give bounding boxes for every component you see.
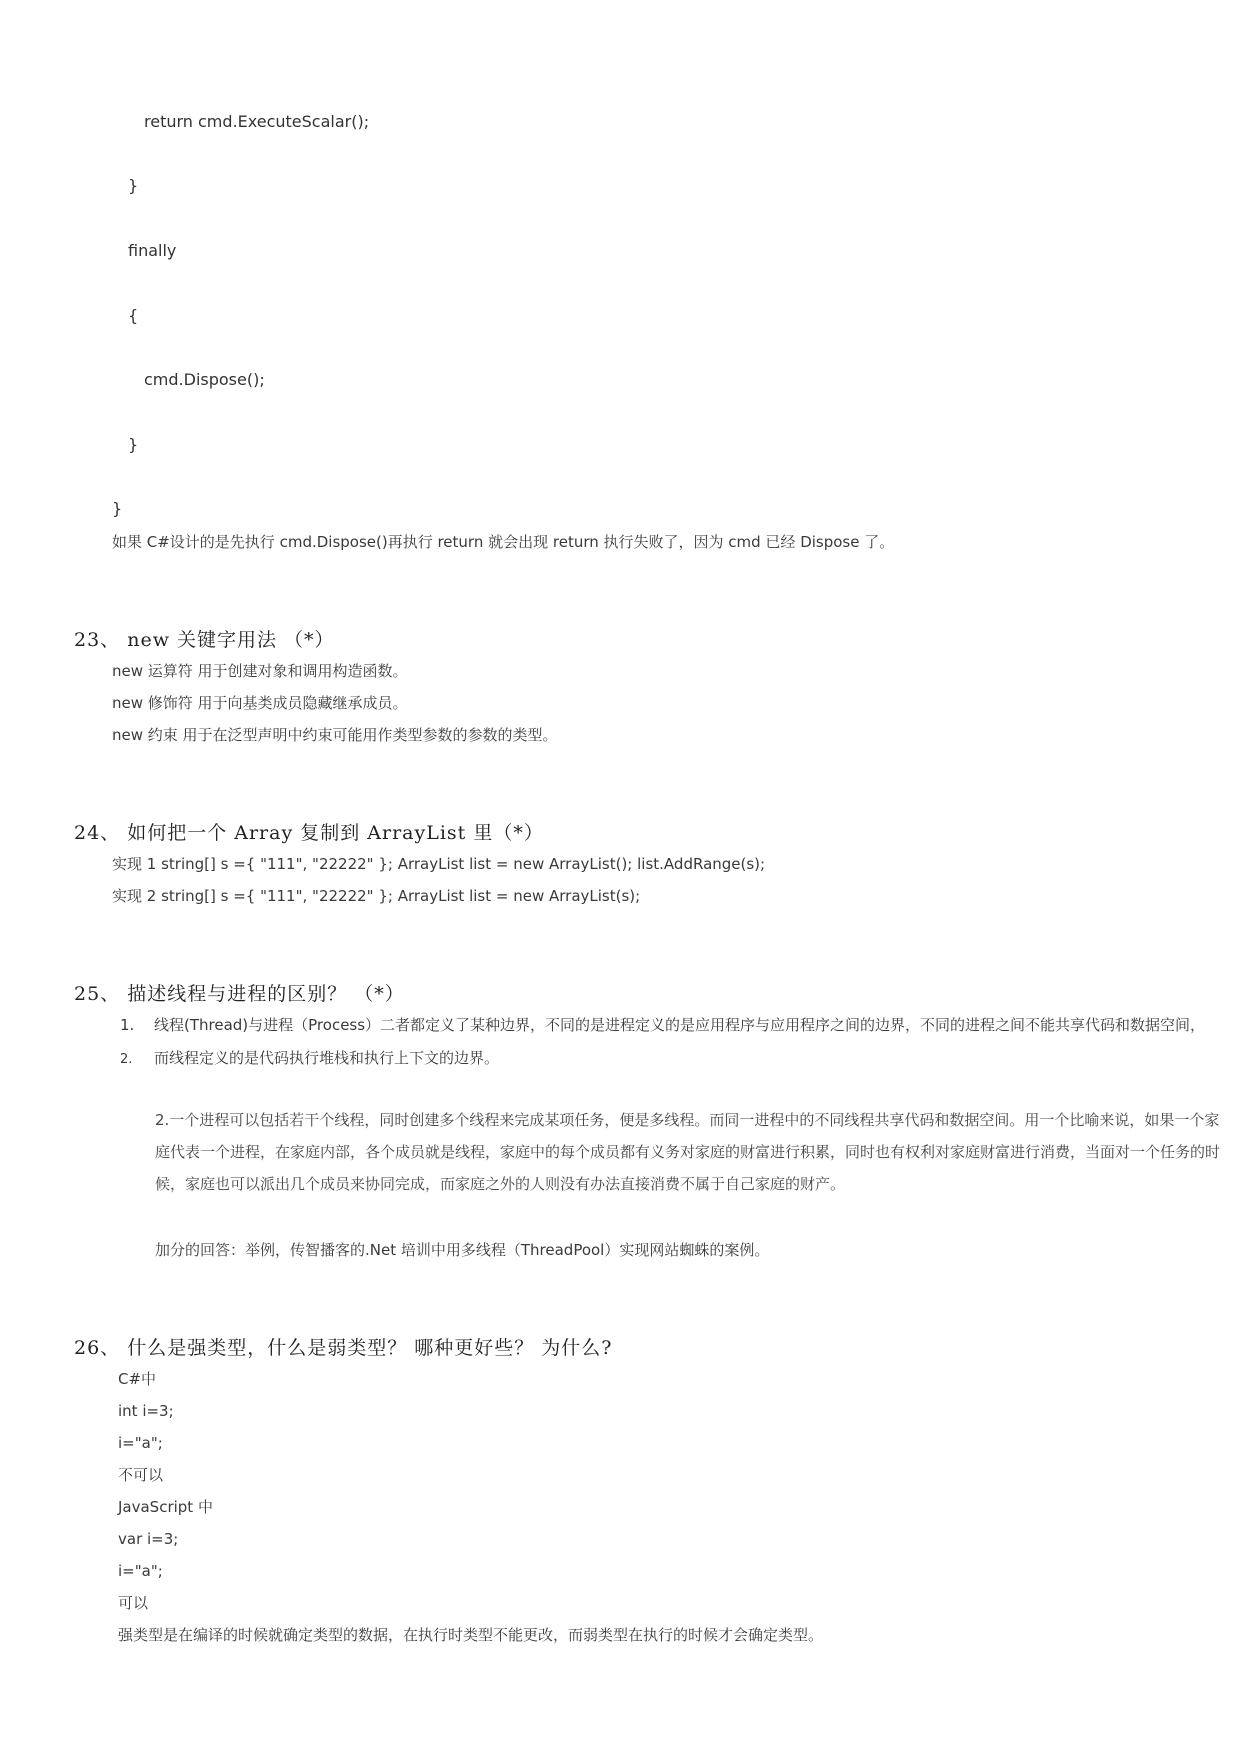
paragraph: 加分的回答：举例，传智播客的.Net 培训中用多线程（ThreadPool）实现网站蜘蛛的案例。 — [155, 1241, 770, 1259]
list-item: C#中 — [118, 1370, 157, 1388]
section-25-heading: 25、 描述线程与进程的区别？ （*） — [74, 983, 405, 1005]
list-number: 2. — [120, 1052, 133, 1067]
list-item: 实现 2 string[] s ={ "111", "22222" }; ArrayList list = new ArrayList(s); — [112, 887, 641, 905]
paragraph: 2.一个进程可以包括若干个线程，同时创建多个线程来完成某项任务，便是多线程。而同一进程中的不同线程共享代码和数据空间。用一个比喻来说，如果一个家庭代表一个进程，在家庭内部，各个成员就是线程，家庭中的每个成员都有义务对家庭的财富进行积累，同时也有权利对家庭财富进行消费，当面对一个任务的时候，家庭也可以派出几个成员来协同完成，而家庭之外的人则没有办法直接消费不属于自己家庭的财产。 — [155, 1111, 1221, 1193]
section-23-heading: 23、 new 关键字用法 （*） — [74, 629, 335, 651]
list-text: 线程(Thread)与进程（Process）二者都定义了某种边界，不同的是进程定义的是应用程序与应用程序之间的边界，不同的进程之间不能共享代码和数据空间， — [154, 1016, 1206, 1034]
list-item — [120, 1048, 499, 1070]
section-26-heading: 26、 什么是强类型，什么是弱类型？ 哪种更好些？ 为什么? — [74, 1337, 613, 1359]
code-line: { — [128, 306, 139, 325]
list-item — [120, 1015, 1205, 1035]
list-item: 可以 — [118, 1594, 149, 1612]
list-item: 强类型是在编译的时候就确定类型的数据，在执行时类型不能更改，而弱类型在执行的时候才会确定类型。 — [118, 1626, 824, 1644]
list-item: int i=3; — [118, 1402, 174, 1420]
list-item: new 约束 用于在泛型声明中约束可能用作类型参数的参数的类型。 — [112, 726, 558, 744]
list-item: new 运算符 用于创建对象和调用构造函数。 — [112, 662, 408, 680]
code-line: } — [112, 499, 123, 518]
list-item: new 修饰符 用于向基类成员隐藏继承成员。 — [112, 694, 408, 712]
list-item: 实现 1 string[] s ={ "111", "22222" }; ArrayList list = new ArrayList(); list.AddRange(s); — [112, 855, 766, 873]
list-item: var i=3; — [118, 1530, 179, 1548]
list-number: 1. — [120, 1016, 135, 1034]
list-text: 而线程定义的是代码执行堆栈和执行上下文的边界。 — [154, 1049, 500, 1067]
list-item: i="a"; — [118, 1434, 163, 1452]
list-item: 不可以 — [118, 1466, 164, 1484]
list-item: i="a"; — [118, 1562, 163, 1580]
code-line: } — [128, 176, 139, 195]
section-24-heading: 24、 如何把一个 Array 复制到 ArrayList 里（*） — [74, 822, 544, 844]
code-line: cmd.Dispose(); — [144, 370, 265, 389]
code-line: finally — [128, 241, 177, 260]
code-line: } — [128, 435, 139, 454]
code-line: return cmd.ExecuteScalar(); — [144, 112, 370, 131]
list-item: JavaScript 中 — [118, 1498, 213, 1516]
code-note: 如果 C#设计的是先执行 cmd.Dispose()再执行 return 就会出现 return 执行失败了，因为 cmd 已经 Dispose 了。 — [112, 533, 895, 551]
